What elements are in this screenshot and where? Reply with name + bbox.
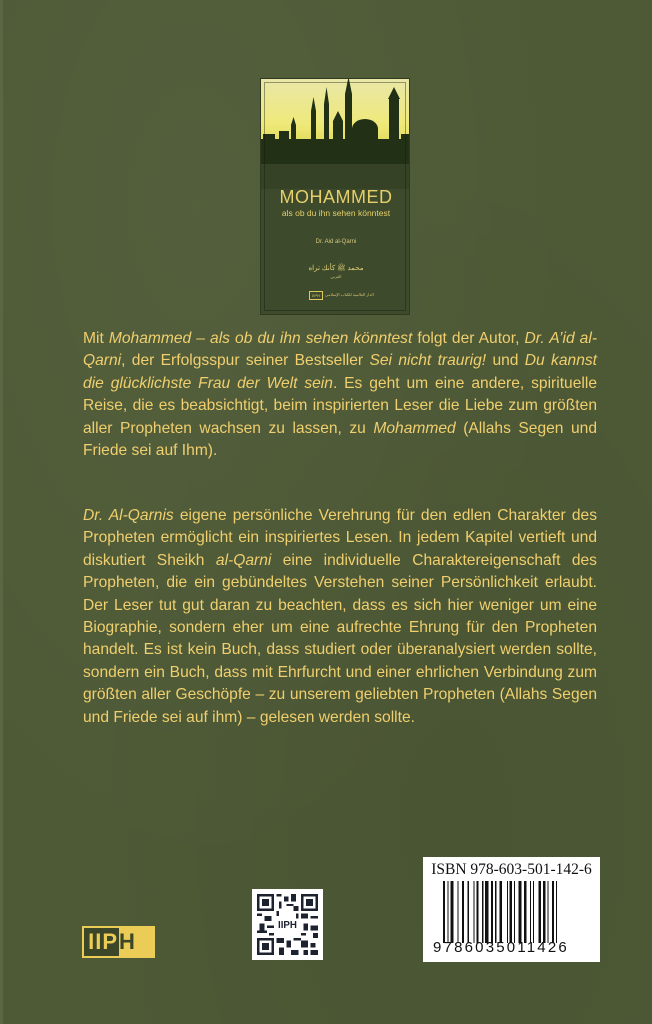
cover-subtitle: als ob du ihn sehen könntest <box>281 208 391 218</box>
italic-text: Mohammed <box>373 419 456 437</box>
isbn-barcode-digits: 9786035011426 <box>433 939 569 956</box>
italic-text: Dr. A’id al-Qarni <box>83 330 598 370</box>
barcode-icon <box>443 881 593 943</box>
cover-author: Dr. Aid al-Qarni <box>315 239 357 245</box>
blurb-paragraph-1 <box>83 328 597 462</box>
iiph-logo-left: IIP <box>84 928 119 956</box>
cover-arabic-author: القرني <box>330 274 342 279</box>
svg-text:IIPH: IIPH <box>278 920 297 932</box>
italic-text: Sei nicht traurig! <box>369 352 487 370</box>
italic-text: Mohammed – als ob du ihn sehen könntest <box>108 330 413 347</box>
iiph-publisher-logo <box>82 926 155 958</box>
isbn-number: ISBN 978-603-501-142-6 <box>431 861 592 878</box>
isbn-barcode-label <box>423 857 600 962</box>
text-run: Mit <box>83 330 109 347</box>
qr-code-icon <box>257 894 318 955</box>
italic-text: al-Qarni <box>215 551 272 569</box>
book-spine-edge <box>0 0 3 1024</box>
blurb-paragraph-2 <box>83 505 597 729</box>
cover-arabic-title: محمد ﷺ كأنك تراه <box>308 265 364 272</box>
text-run: eine individuelle Charaktereigenschaft des Propheten, die ein gebündeltes Verstehen seiner Persönlichkeit erlaubt. Der Leser tut gut daran zu beachten, dass es sich hier weniger um eine Biographie, sondern eher um eine aufrechte Ehrung für den Propheten handelt. Es ist kein Buch, dass studiert oder überanalysiert werden sollte, sondern ein Buch, dass mit Ehrfurcht und einer ehrlichen Verbindung zum größten aller Geschöpfe – zu unserem geliebten Propheten (Allahs Segen und Friede sei auf ihm) – gelesen werden sollte. <box>83 551 597 726</box>
text-run: folgt der Autor, <box>412 330 525 347</box>
italic-text: Dr. Al-Qarnis <box>83 507 174 524</box>
cover-publisher-name: الدار العالمية للكتاب الإسلامي <box>325 292 374 297</box>
cover-thumbnail <box>260 78 410 315</box>
text-run: . Es geht um eine andere, spirituelle Reise, die es beabsichtigt, beim inspirierten Leser die Liebe zum größten aller Propheten wachsen zu lassen, zu <box>83 374 597 437</box>
cover-title: MOHAMMED <box>279 187 393 207</box>
qr-code[interactable] <box>252 889 323 960</box>
text-run: , der Erfolgsspur seiner Bestseller <box>121 352 370 370</box>
iiph-logo-right: H <box>119 928 153 956</box>
text-run: eigene persönliche Verehrung für den edlen Charakter des Propheten ermöglicht ein inspiriertes Lesen. In jedem Kapitel vertieft und diskutiert Sheikh <box>83 507 597 569</box>
italic-text: Du kannst die glücklichste Frau der Welt sein <box>83 352 597 392</box>
cover-publisher-logo: IIPH <box>309 291 323 300</box>
text-run: und <box>486 352 525 370</box>
text-run: (Allahs Segen und Friede sei auf Ihm). <box>83 419 597 460</box>
